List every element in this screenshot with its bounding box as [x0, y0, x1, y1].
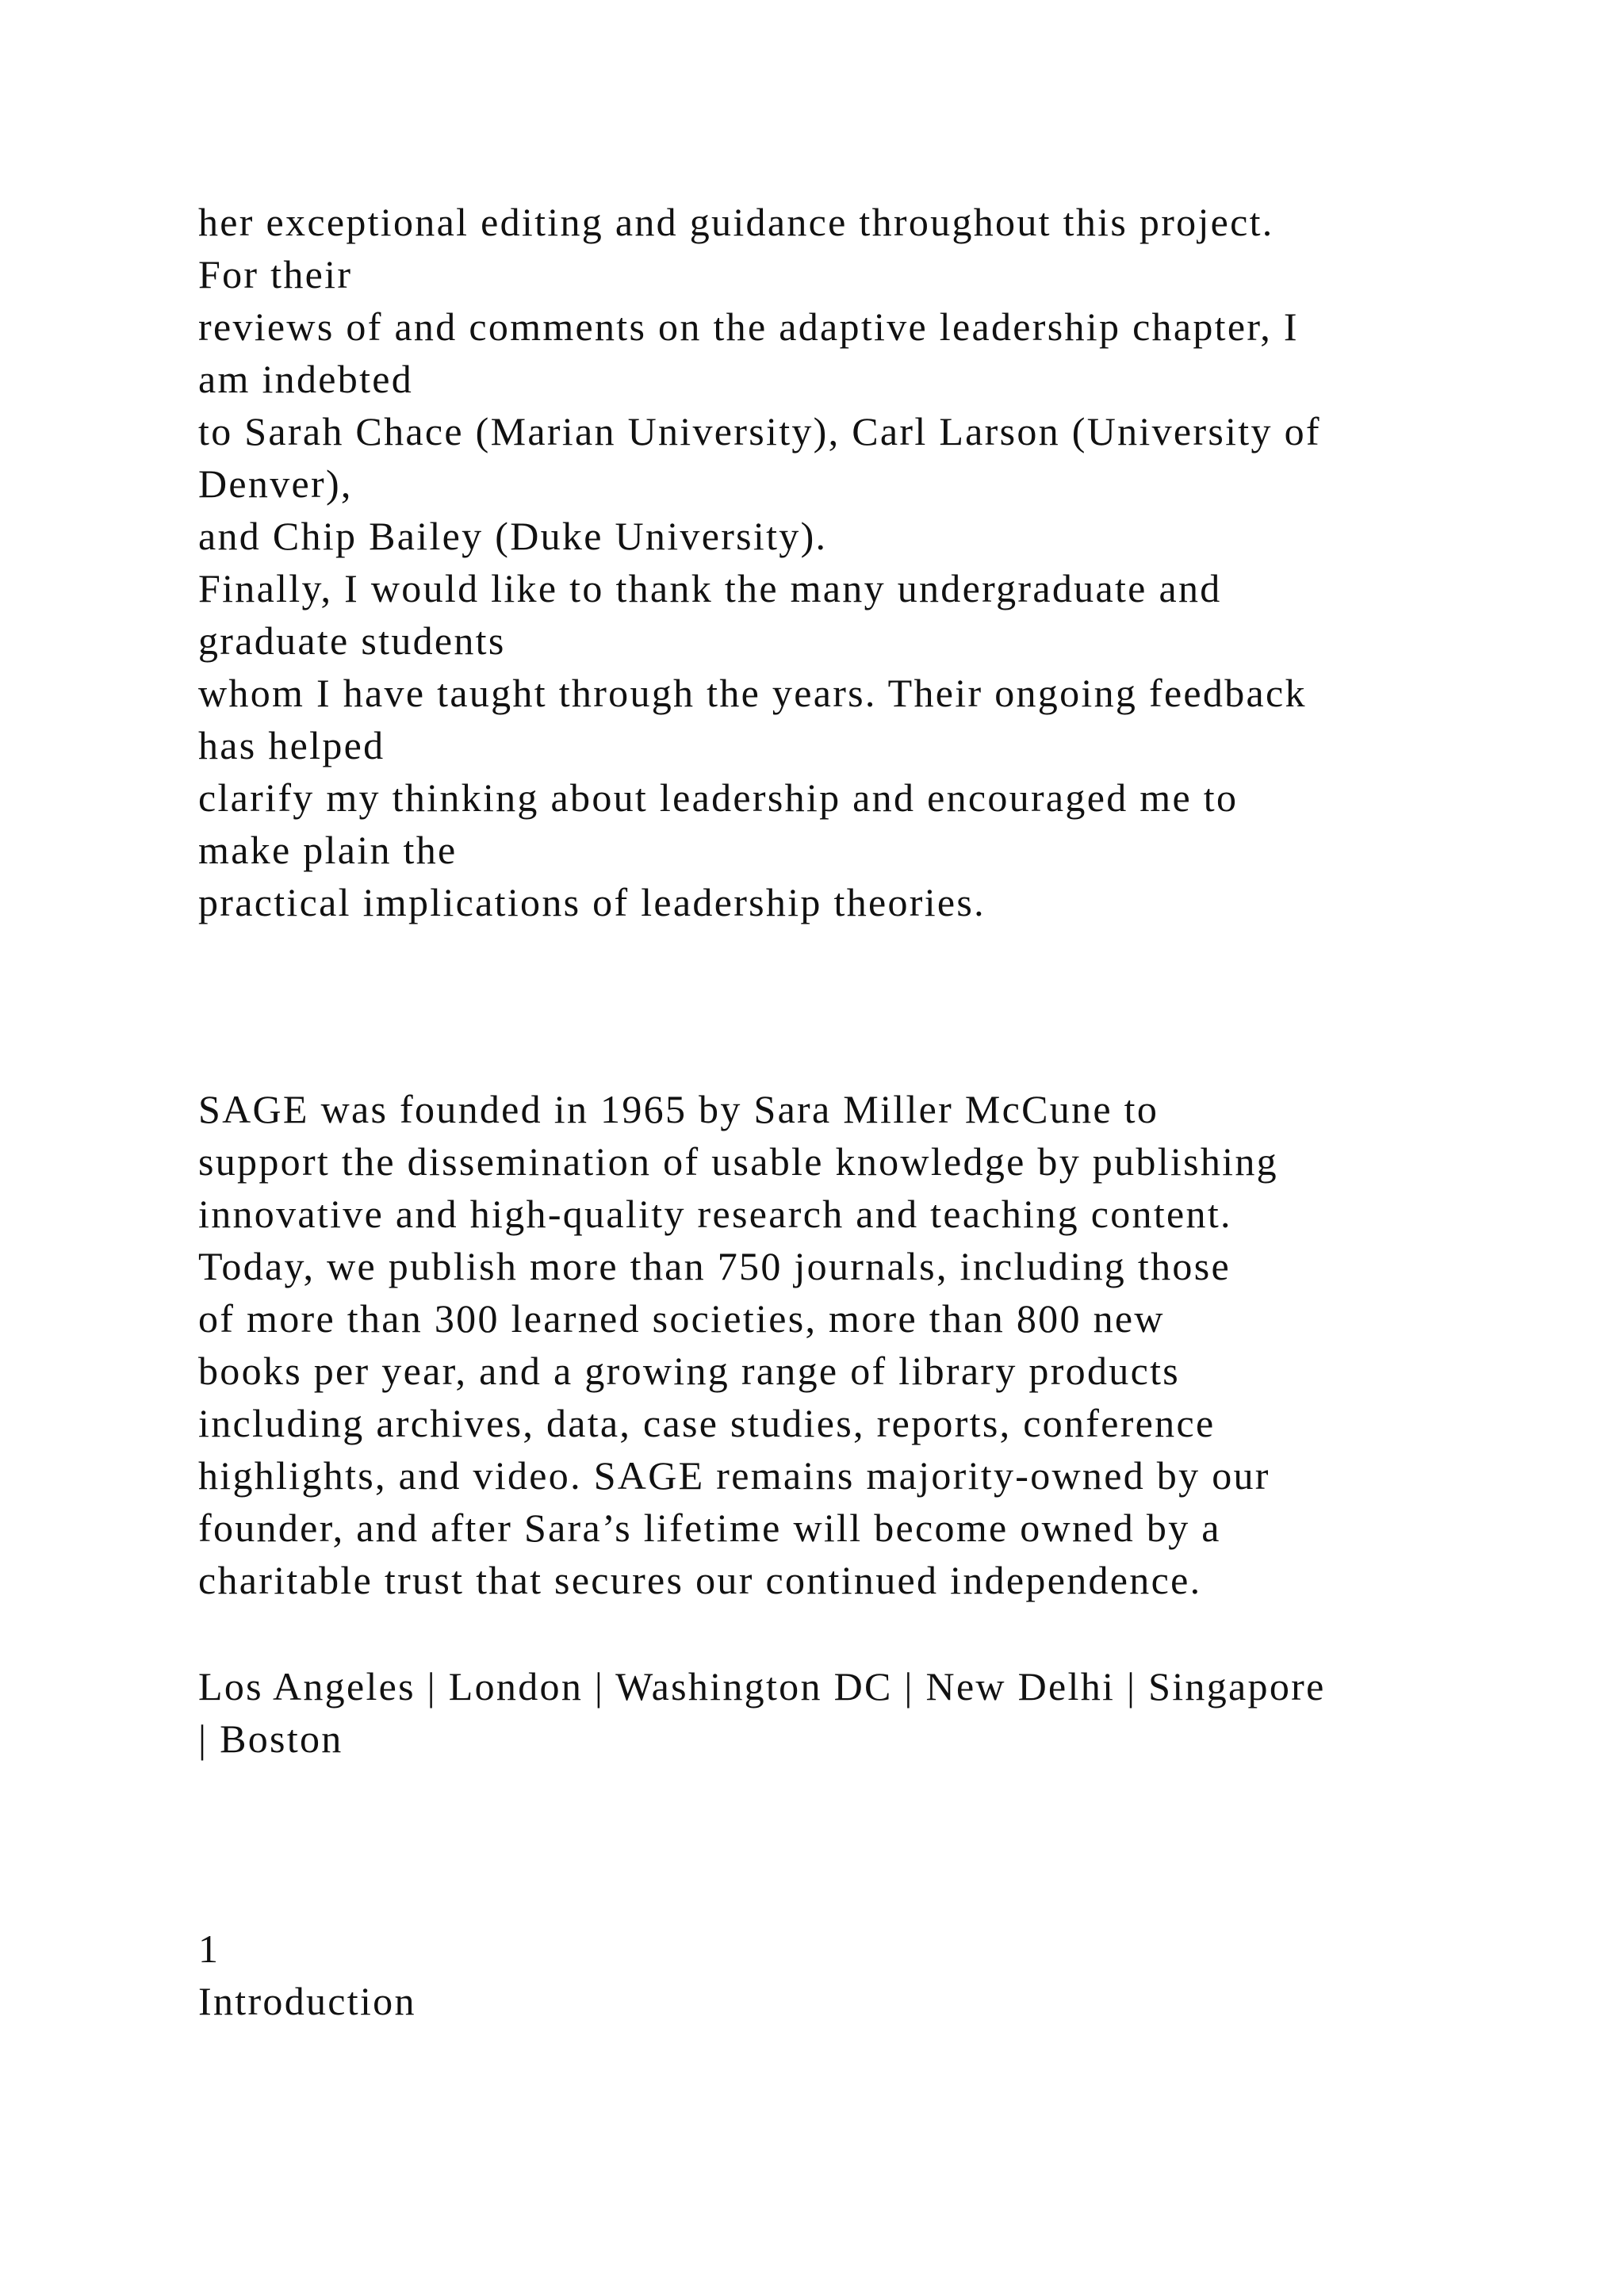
chapter-heading	[198, 1923, 1546, 2027]
publisher-note	[198, 1083, 1546, 1606]
text-line: support the dissemination of usable knowledge by publishing	[198, 1139, 1278, 1184]
text-line: graduate students	[198, 618, 506, 663]
text-line: am indebted	[198, 357, 414, 401]
text-line: Los Angeles | London | Washington DC | New Delhi | Singapore	[198, 1664, 1326, 1709]
text-line: Finally, I would like to thank the many undergraduate and	[198, 566, 1222, 610]
text-line: and Chip Bailey (Duke University).	[198, 514, 828, 558]
text-line: innovative and high-quality research and teaching content.	[198, 1192, 1232, 1236]
text-line: | Boston	[198, 1716, 343, 1761]
text-line: make plain the	[198, 828, 458, 872]
text-line: books per year, and a growing range of library products	[198, 1349, 1181, 1393]
text-line: For their	[198, 252, 353, 297]
text-line: charitable trust that secures our continued independence.	[198, 1558, 1202, 1602]
acknowledgments-text	[198, 196, 1546, 928]
text-line: Denver),	[198, 461, 353, 506]
publisher-locations	[198, 1660, 1546, 1765]
text-line: her exceptional editing and guidance throughout this project.	[198, 200, 1274, 244]
text-line: whom I have taught through the years. Their ongoing feedback	[198, 671, 1307, 715]
chapter-title: Introduction	[198, 1979, 416, 2023]
text-line: including archives, data, case studies, reports, conference	[198, 1401, 1216, 1445]
text-line: practical implications of leadership theories.	[198, 880, 986, 924]
chapter-number: 1	[198, 1927, 220, 1971]
text-line: highlights, and video. SAGE remains majority-owned by our	[198, 1453, 1270, 1498]
text-line: reviews of and comments on the adaptive leadership chapter, I	[198, 304, 1299, 349]
text-line: SAGE was founded in 1965 by Sara Miller McCune to	[198, 1087, 1159, 1131]
text-line: of more than 300 learned societies, more than 800 new	[198, 1296, 1165, 1341]
text-line: founder, and after Sara’s lifetime will become owned by a	[198, 1506, 1221, 1550]
text-line: has helped	[198, 723, 385, 767]
text-line: to Sarah Chace (Marian University), Carl Larson (University of	[198, 409, 1321, 453]
text-line: clarify my thinking about leadership and encouraged me to	[198, 775, 1239, 820]
text-line: Today, we publish more than 750 journals, including those	[198, 1244, 1231, 1288]
